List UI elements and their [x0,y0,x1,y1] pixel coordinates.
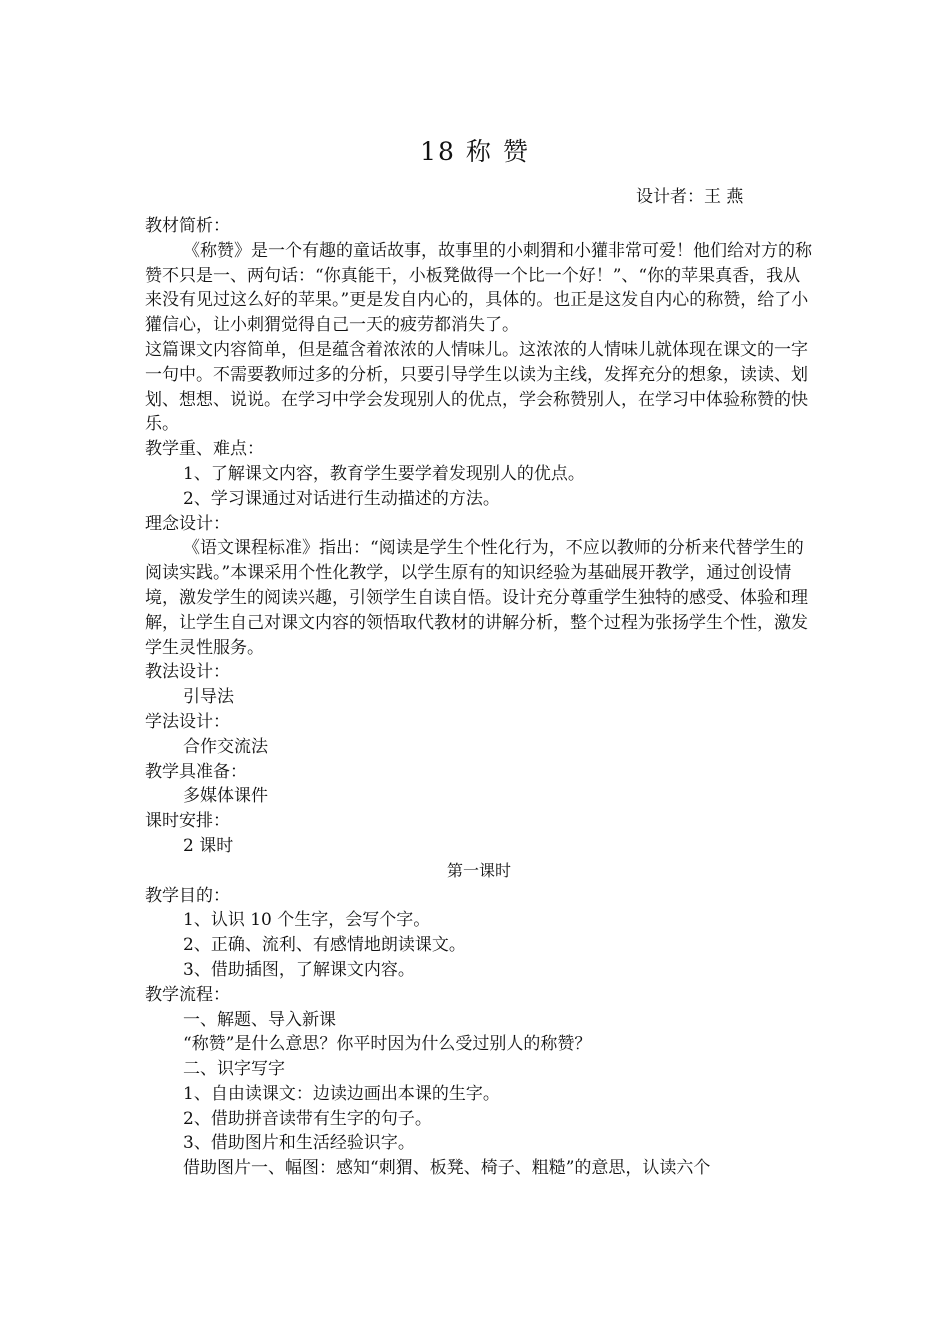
paragraph: 教法设计： [145,662,230,683]
lesson-body [145,214,813,1181]
paragraph: 3、借助图片和生活经验识字。 [183,1133,415,1154]
paragraph: 这篇课文内容简单，但是蕴含着浓浓的人情味儿。这浓浓的人情味儿就体现在课文的一字一句中。不需要教师过多的分析，只要引导学生以读为主线，发挥充分的想象，读读、划划、想想、说说。在学习中学会发现别人的优点，学会称赞别人，在学习中体验称赞的快乐。 [145,339,808,435]
paragraph: 理念设计： [145,513,230,534]
paragraph: 2、正确、流利、有感情地朗读课文。 [183,935,466,956]
paragraph: 3、借助插图，了解课文内容。 [183,959,415,980]
paragraph: 引导法 [183,687,234,708]
paragraph: 1、了解课文内容，教育学生要学着发现别人的优点。 [183,463,585,484]
paragraph: 第一课时 [446,860,511,880]
paragraph: 借助图片一、幅图：感知“刺猬、板凳、椅子、粗糙”的意思，认读六个 [183,1158,711,1179]
paragraph: 学法设计： [145,711,230,732]
paragraph: 2、借助拼音读带有生字的句子。 [183,1108,432,1129]
paragraph: 多媒体课件 [183,786,268,807]
paragraph: 二、识字写字 [183,1059,285,1080]
paragraph: 1、认识 10 个生字，会写个字。 [183,910,431,931]
paragraph: 教学具准备： [145,761,247,782]
paragraph: 一、解题、导入新课 [183,1009,336,1030]
paragraph: 1、自由读课文：边读边画出本课的生字。 [183,1083,500,1104]
paragraph: 课时安排： [145,811,230,832]
lesson-title: 18 称 赞 [420,137,530,166]
paragraph: 合作交流法 [183,736,268,757]
paragraph: 《称赞》是一个有趣的童话故事，故事里的小刺猬和小獾非常可爱！他们给对方的称赞不只是一、两句话：“你真能干，小板凳做得一个比一个好！”、“你的苹果真香，我从来没有见过这么好的苹果。”更是发自内心的，具体的。也正是这发自内心的称赞，给了小獾信心，让小刺猬觉得自己一天的疲劳都消失了。 [145,240,812,336]
designer-line: 设计者：王 燕 [636,187,744,207]
paragraph: 教学目的： [145,885,230,906]
paragraph: 2 课时 [183,835,234,856]
paragraph: 教材简析： [145,216,230,236]
paragraph: 《语文课程标准》指出：“阅读是学生个性化行为，不应以教师的分析来代替学生的阅读实践。”本课采用个性化教学，以学生原有的知识经验为基础展开教学，通过创设情境，激发学生的阅读兴趣，引领学生自读自悟。设计充分尊重学生独特的感受、体验和理解，让学生自己对课文内容的领悟取代教材的讲解分析，整个过程为张扬学生个性，激发学生灵性服务。 [145,538,808,658]
paragraph: 2、学习课通过对话进行生动描述的方法。 [183,488,500,509]
paragraph: 教学重、难点： [145,439,264,460]
paragraph: 教学流程： [145,984,230,1005]
paragraph: “称赞”是什么意思？你平时因为什么受过别人的称赞？ [183,1034,592,1055]
